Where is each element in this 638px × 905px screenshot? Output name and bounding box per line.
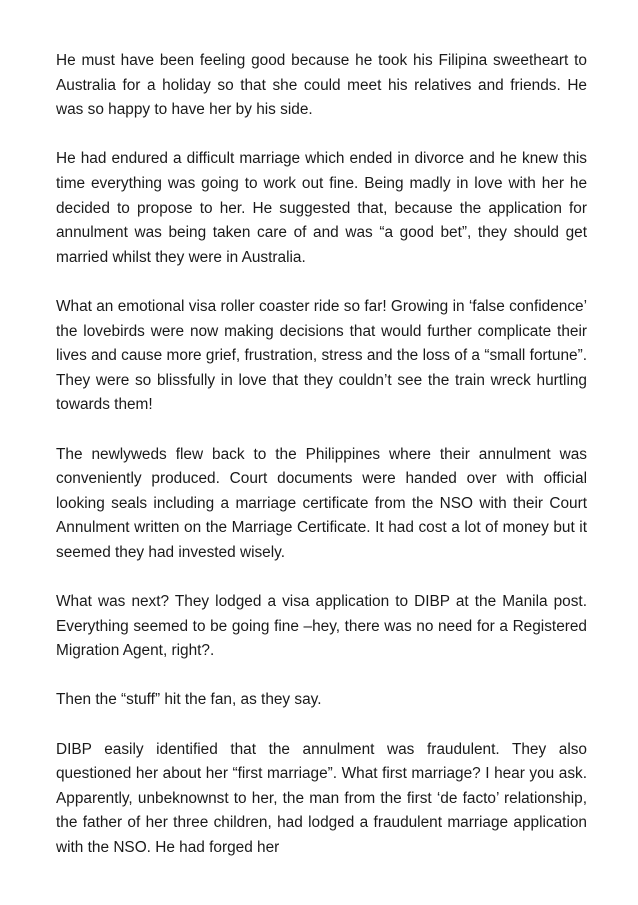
- paragraph-stuff-hit-fan: Then the “stuff” hit the fan, as they say.: [56, 691, 322, 709]
- paragraph-holiday: He must have been feeling good because he took his Filipina sweetheart to Australia for a holiday so that she could meet his relatives and friends. He was so happy to have her by his side.: [56, 52, 587, 119]
- paragraph-fraudulent-annulment: DIBP easily identified that the annulment was fraudulent. They also questioned her about her “first marriage”. What first marriage? I hear you ask. Apparently, unbeknownst to her, the man from the first ‘de facto’ relationship, the father of her three children, had lodged a fraudulent marriage application with the NSO. He had forged her: [56, 740, 587, 856]
- paragraph-roller-coaster: What an emotional visa roller coaster ride so far! Growing in ‘false confidence’ the lovebirds were now making decisions that would further complicate their lives and cause more grief, frustration, stress and the loss of a “small fortune”. They were so blissfully in love that they couldn’t see the train wreck hurtling towards them!: [56, 297, 587, 414]
- document-page: [56, 49, 587, 861]
- paragraph-proposal: He had endured a difficult marriage which ended in divorce and he knew this time everything was going to work out fine. Being madly in love with her he decided to propose to her. He suggested that, because the application for annulment was being taken care of and was “a good bet”, they should get married whilst they were in Australia.: [56, 150, 587, 266]
- paragraph-visa-application: What was next? They lodged a visa application to DIBP at the Manila post. Everything seemed to be going fine –hey, there was no need for a Registered Migration Agent, right?.: [56, 593, 587, 660]
- paragraph-newlyweds: The newlyweds flew back to the Philippines where their annulment was conveniently produced. Court documents were handed over with official looking seals including a marriage certificate from the NSO with their Court Annulment written on the Marriage Certificate. It had cost a lot of money but it seemed they had invested wisely.: [56, 445, 587, 561]
